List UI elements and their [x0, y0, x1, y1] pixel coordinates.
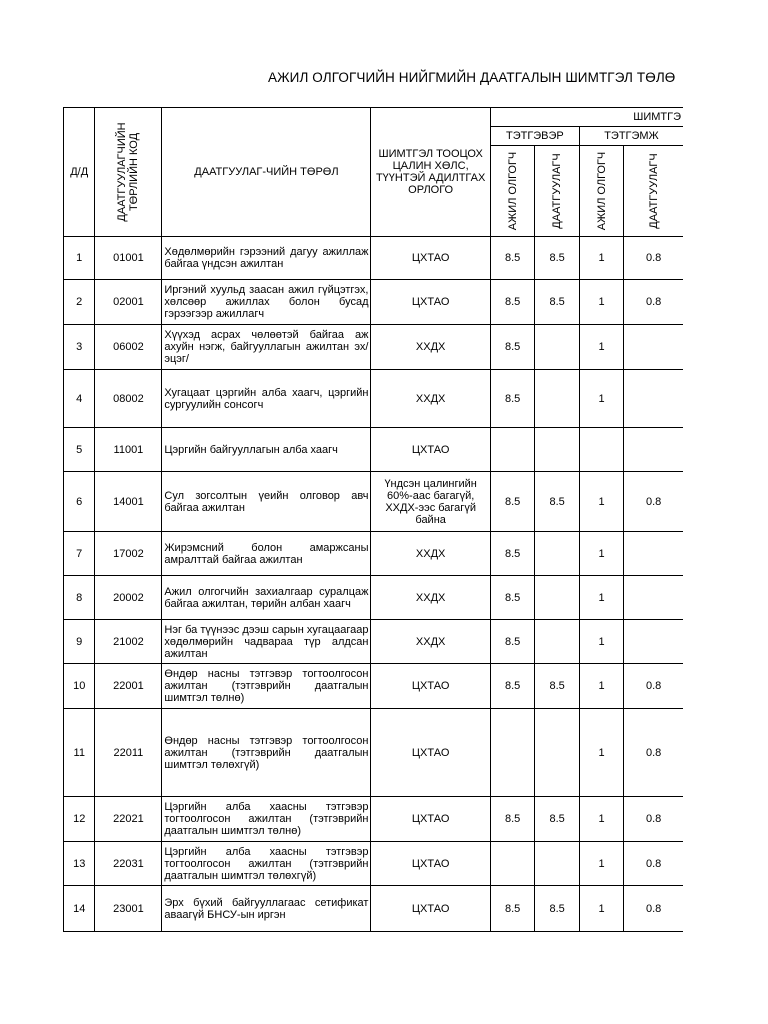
row-pension-employer: 8.5: [490, 532, 535, 576]
row-type: Цэргийн алба хаасны тэтгэвэр тогтоолгосон ажилтан (тэтгэврийн даатгалын шимтгэл төлнө): [162, 797, 371, 842]
row-num: 10: [64, 664, 95, 709]
table-row: [64, 532, 684, 576]
row-basis: ЦХТАО: [371, 428, 490, 472]
row-num: 1: [64, 237, 95, 280]
table-row: [64, 620, 684, 664]
row-pension-insured: [535, 620, 580, 664]
table-row: [64, 709, 684, 797]
row-pension-insured: [535, 325, 580, 370]
row-code: 22001: [95, 664, 162, 709]
row-benefit-employer: [579, 428, 623, 472]
row-benefit-insured: [624, 325, 683, 370]
row-type: Эрх бүхий байгууллагаас сетификат аваагүй БНСУ-ын иргэн: [162, 886, 371, 932]
row-code: 17002: [95, 532, 162, 576]
row-basis: ЦХТАО: [371, 709, 490, 797]
row-code: 11001: [95, 428, 162, 472]
header-group: ШИМТГЭ: [490, 108, 683, 127]
row-type: Жирэмсний болон амаржсаны амралттай байгаа ажилтан: [162, 532, 371, 576]
table-row: [64, 370, 684, 428]
row-num: 13: [64, 842, 95, 886]
row-type: Өндөр насны тэтгэвэр тогтоолгосон ажилтан (тэтгэврийн даатгалын шимтгэл төлнө): [162, 664, 371, 709]
header-benefit: ТЭТГЭМЖ: [579, 127, 683, 146]
row-pension-employer: 8.5: [490, 886, 535, 932]
row-basis: ХХДХ: [371, 532, 490, 576]
row-code: 01001: [95, 237, 162, 280]
row-basis: ЦХТАО: [371, 237, 490, 280]
row-pension-insured: 8.5: [535, 797, 580, 842]
page-title: АЖИЛ ОЛГОГЧИЙН НИЙГМИЙН ДААТГАЛЫН ШИМТГЭЛ ТӨЛӨ: [268, 70, 676, 85]
row-benefit-employer: 1: [579, 370, 623, 428]
row-benefit-employer: 1: [579, 842, 623, 886]
row-pension-insured: 8.5: [535, 472, 580, 532]
row-num: 2: [64, 280, 95, 325]
table-row: [64, 428, 684, 472]
row-num: 9: [64, 620, 95, 664]
row-pension-insured: 8.5: [535, 237, 580, 280]
row-benefit-employer: 1: [579, 325, 623, 370]
row-benefit-employer: 1: [579, 886, 623, 932]
header-pension-insured: ДААТГУУЛАГЧ: [535, 146, 580, 237]
row-type: Нэг ба түүнээс дээш сарын хугацаагаар хөдөлмөрийн чадвараа түр алдсан ажилтан: [162, 620, 371, 664]
contribution-table: [63, 107, 683, 932]
row-pension-employer: 8.5: [490, 280, 535, 325]
row-benefit-insured: 0.8: [624, 664, 683, 709]
row-num: 12: [64, 797, 95, 842]
row-pension-insured: [535, 576, 580, 620]
row-code: 22021: [95, 797, 162, 842]
row-pension-employer: 8.5: [490, 620, 535, 664]
row-benefit-insured: 0.8: [624, 709, 683, 797]
row-pension-employer: 8.5: [490, 664, 535, 709]
row-type: Хөдөлмөрийн гэрээний дагуу ажиллаж байгаа үндсэн ажилтан: [162, 237, 371, 280]
row-pension-insured: 8.5: [535, 886, 580, 932]
row-num: 3: [64, 325, 95, 370]
row-benefit-insured: 0.8: [624, 842, 683, 886]
row-type: Иргэний хуульд заасан ажил гүйцэтгэх, хөлсөөр ажиллах болон бусад гэрээгээр ажиллагч: [162, 280, 371, 325]
row-basis: ХХДХ: [371, 325, 490, 370]
row-benefit-employer: 1: [579, 709, 623, 797]
row-pension-employer: 8.5: [490, 797, 535, 842]
row-benefit-employer: 1: [579, 237, 623, 280]
row-num: 7: [64, 532, 95, 576]
row-code: 20002: [95, 576, 162, 620]
row-basis: ЦХТАО: [371, 886, 490, 932]
header-pension: ТЭТГЭВЭР: [490, 127, 579, 146]
row-basis: ЦХТАО: [371, 842, 490, 886]
table-row: [64, 280, 684, 325]
header-type: ДААТГУУЛАГ-ЧИЙН ТӨРӨЛ: [162, 108, 371, 237]
row-basis: ХХДХ: [371, 576, 490, 620]
table-row: [64, 237, 684, 280]
row-pension-employer: 8.5: [490, 472, 535, 532]
row-benefit-insured: 0.8: [624, 280, 683, 325]
row-pension-insured: 8.5: [535, 664, 580, 709]
row-num: 14: [64, 886, 95, 932]
row-code: 22031: [95, 842, 162, 886]
row-benefit-insured: 0.8: [624, 797, 683, 842]
row-pension-employer: 8.5: [490, 576, 535, 620]
table-row: [64, 472, 684, 532]
row-num: 4: [64, 370, 95, 428]
row-basis: ХХДХ: [371, 370, 490, 428]
row-type: Хугацаат цэргийн алба хаагч, цэргийн сургуулийн сонсогч: [162, 370, 371, 428]
row-pension-insured: [535, 709, 580, 797]
row-pension-insured: [535, 842, 580, 886]
table-row: [64, 797, 684, 842]
row-benefit-employer: 1: [579, 532, 623, 576]
header-code: ДААТГУУЛАГЧИЙН ТӨРЛИЙН КОД: [95, 108, 162, 237]
row-basis: ХХДХ: [371, 620, 490, 664]
table-row: [64, 842, 684, 886]
row-type: Цэргийн байгууллагын алба хаагч: [162, 428, 371, 472]
row-benefit-employer: 1: [579, 280, 623, 325]
row-pension-insured: [535, 370, 580, 428]
table-row: [64, 886, 684, 932]
header-benefit-insured: ДААТГУУЛАГЧ: [624, 146, 683, 237]
row-num: 8: [64, 576, 95, 620]
row-pension-employer: 8.5: [490, 325, 535, 370]
table-row: [64, 576, 684, 620]
row-basis: ЦХТАО: [371, 664, 490, 709]
row-benefit-insured: 0.8: [624, 472, 683, 532]
row-code: 14001: [95, 472, 162, 532]
row-benefit-employer: 1: [579, 664, 623, 709]
row-benefit-employer: 1: [579, 797, 623, 842]
header-basis: ШИМТГЭЛ ТООЦОХ ЦАЛИН ХӨЛС, ТҮҮНТЭЙ АДИЛТГАХ ОРЛОГО: [371, 108, 490, 237]
row-basis: ЦХТАО: [371, 797, 490, 842]
row-benefit-employer: 1: [579, 472, 623, 532]
row-code: 23001: [95, 886, 162, 932]
row-benefit-employer: 1: [579, 576, 623, 620]
row-basis: Үндсэн цалингийн 60%-аас багагүй, ХХДХ-ээс багагүй байна: [371, 472, 490, 532]
row-type: Ажил олгогчийн захиалгаар суралцаж байгаа ажилтан, төрийн албан хаагч: [162, 576, 371, 620]
row-type: Хүүхэд асрах чөлөөтэй байгаа аж ахуйн нэгж, байгууллагын ажилтан эх/эцэг/: [162, 325, 371, 370]
row-benefit-insured: [624, 620, 683, 664]
table-row: [64, 664, 684, 709]
row-pension-employer: [490, 428, 535, 472]
row-pension-employer: [490, 842, 535, 886]
row-benefit-insured: [624, 576, 683, 620]
row-code: 22011: [95, 709, 162, 797]
row-type: Цэргийн алба хаасны тэтгэвэр тогтоолгосон ажилтан (тэтгэврийн даатгалын шимтгэл төлөхгүй): [162, 842, 371, 886]
row-pension-employer: 8.5: [490, 237, 535, 280]
row-pension-employer: [490, 709, 535, 797]
row-code: 02001: [95, 280, 162, 325]
header-pension-employer: АЖИЛ ОЛГОГЧ: [490, 146, 535, 237]
row-pension-insured: 8.5: [535, 280, 580, 325]
row-type: Өндөр насны тэтгэвэр тогтоолгосон ажилтан (тэтгэврийн даатгалын шимтгэл төлөхгүй): [162, 709, 371, 797]
row-benefit-insured: [624, 532, 683, 576]
row-num: 11: [64, 709, 95, 797]
row-code: 21002: [95, 620, 162, 664]
row-benefit-employer: 1: [579, 620, 623, 664]
row-pension-insured: [535, 428, 580, 472]
table-row: [64, 325, 684, 370]
row-code: 06002: [95, 325, 162, 370]
row-pension-insured: [535, 532, 580, 576]
row-benefit-insured: [624, 428, 683, 472]
row-num: 6: [64, 472, 95, 532]
header-num: Д/Д: [64, 108, 95, 237]
row-code: 08002: [95, 370, 162, 428]
row-pension-employer: 8.5: [490, 370, 535, 428]
row-benefit-insured: [624, 370, 683, 428]
row-basis: ЦХТАО: [371, 280, 490, 325]
row-num: 5: [64, 428, 95, 472]
row-benefit-insured: 0.8: [624, 237, 683, 280]
row-type: Сул зогсолтын үеийн олговор авч байгаа ажилтан: [162, 472, 371, 532]
header-benefit-employer: АЖИЛ ОЛГОГЧ: [579, 146, 623, 237]
row-benefit-insured: 0.8: [624, 886, 683, 932]
